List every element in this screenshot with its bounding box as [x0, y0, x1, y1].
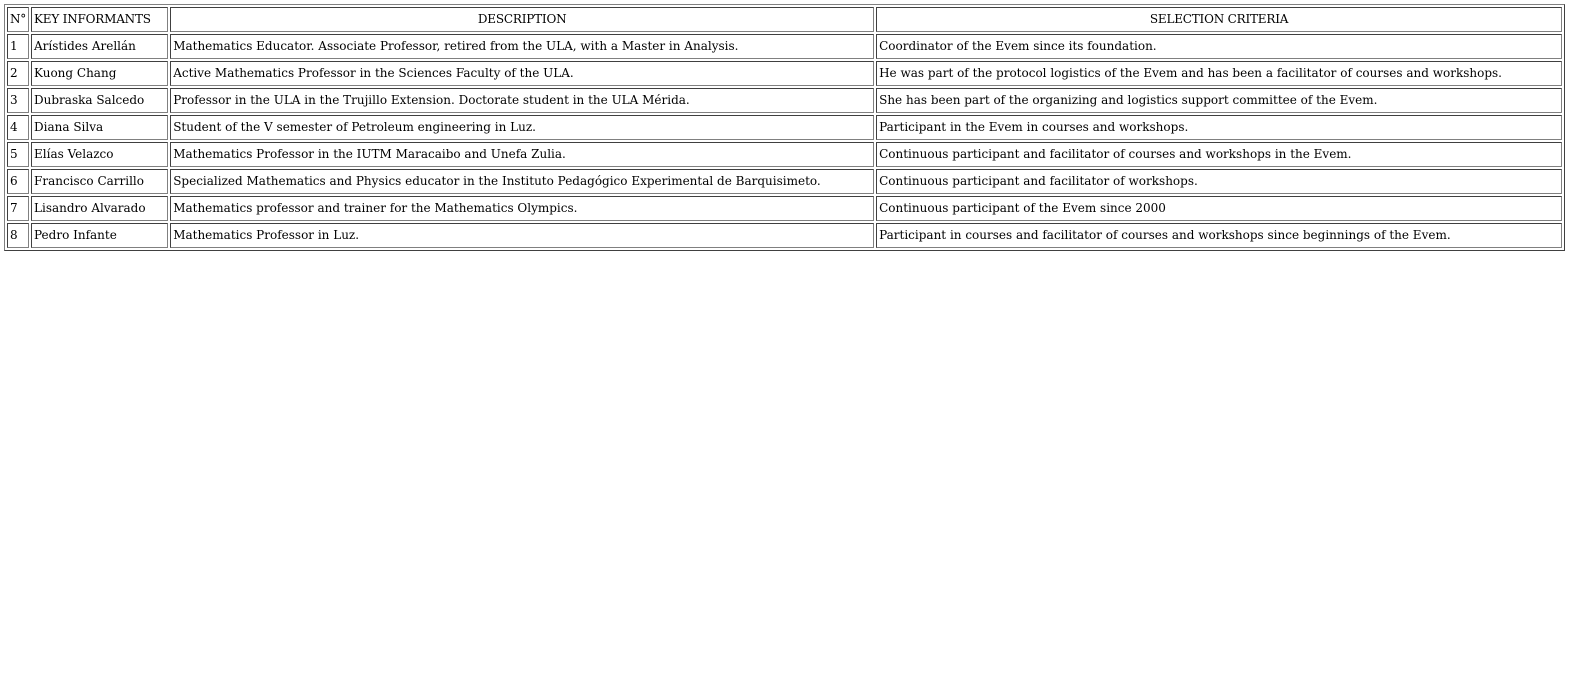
row-number: 4: [7, 115, 29, 140]
informant-name: Dubraska Salcedo: [31, 88, 168, 113]
row-number: 3: [7, 88, 29, 113]
informant-name: Pedro Infante: [31, 223, 168, 248]
header-selection-criteria: SELECTION CRITERIA: [876, 7, 1562, 32]
selection-criteria: Continuous participant of the Evem since 2000: [876, 196, 1562, 221]
informant-name: Elías Velazco: [31, 142, 168, 167]
row-number: 6: [7, 169, 29, 194]
table-row: [7, 223, 1562, 248]
informant-description: Specialized Mathematics and Physics educator in the Instituto Pedagógico Experimental de Barquisimeto.: [170, 169, 874, 194]
selection-criteria: Participant in the Evem in courses and workshops.: [876, 115, 1562, 140]
header-description: DESCRIPTION: [170, 7, 874, 32]
informant-name: Lisandro Alvarado: [31, 196, 168, 221]
table-row: [7, 142, 1562, 167]
row-number: 7: [7, 196, 29, 221]
row-number: 2: [7, 61, 29, 86]
table-row: [7, 88, 1562, 113]
selection-criteria: She has been part of the organizing and logistics support committee of the Evem.: [876, 88, 1562, 113]
informant-name: Diana Silva: [31, 115, 168, 140]
informant-description: Mathematics professor and trainer for the Mathematics Olympics.: [170, 196, 874, 221]
table-row: [7, 196, 1562, 221]
header-key-informants: KEY INFORMANTS: [31, 7, 168, 32]
informant-name: Francisco Carrillo: [31, 169, 168, 194]
table-row: [7, 34, 1562, 59]
table-row: [7, 169, 1562, 194]
selection-criteria: He was part of the protocol logistics of the Evem and has been a facilitator of courses and workshops.: [876, 61, 1562, 86]
selection-criteria: Continuous participant and facilitator of workshops.: [876, 169, 1562, 194]
informant-description: Mathematics Professor in the IUTM Maracaibo and Unefa Zulia.: [170, 142, 874, 167]
table-row: [7, 115, 1562, 140]
informant-description: Mathematics Educator. Associate Professor, retired from the ULA, with a Master in Analysis.: [170, 34, 874, 59]
row-number: 1: [7, 34, 29, 59]
row-number: 8: [7, 223, 29, 248]
selection-criteria: Continuous participant and facilitator of courses and workshops in the Evem.: [876, 142, 1562, 167]
key-informants-table: [4, 4, 1565, 251]
selection-criteria: Participant in courses and facilitator of courses and workshops since beginnings of the Evem.: [876, 223, 1562, 248]
row-number: 5: [7, 142, 29, 167]
header-row: [7, 7, 1562, 32]
informant-description: Mathematics Professor in Luz.: [170, 223, 874, 248]
selection-criteria: Coordinator of the Evem since its foundation.: [876, 34, 1562, 59]
informant-name: Kuong Chang: [31, 61, 168, 86]
informant-description: Student of the V semester of Petroleum engineering in Luz.: [170, 115, 874, 140]
informant-description: Professor in the ULA in the Trujillo Extension. Doctorate student in the ULA Mérida.: [170, 88, 874, 113]
informant-name: Arístides Arellán: [31, 34, 168, 59]
table-row: [7, 61, 1562, 86]
informant-description: Active Mathematics Professor in the Sciences Faculty of the ULA.: [170, 61, 874, 86]
header-number: N°: [7, 7, 29, 32]
